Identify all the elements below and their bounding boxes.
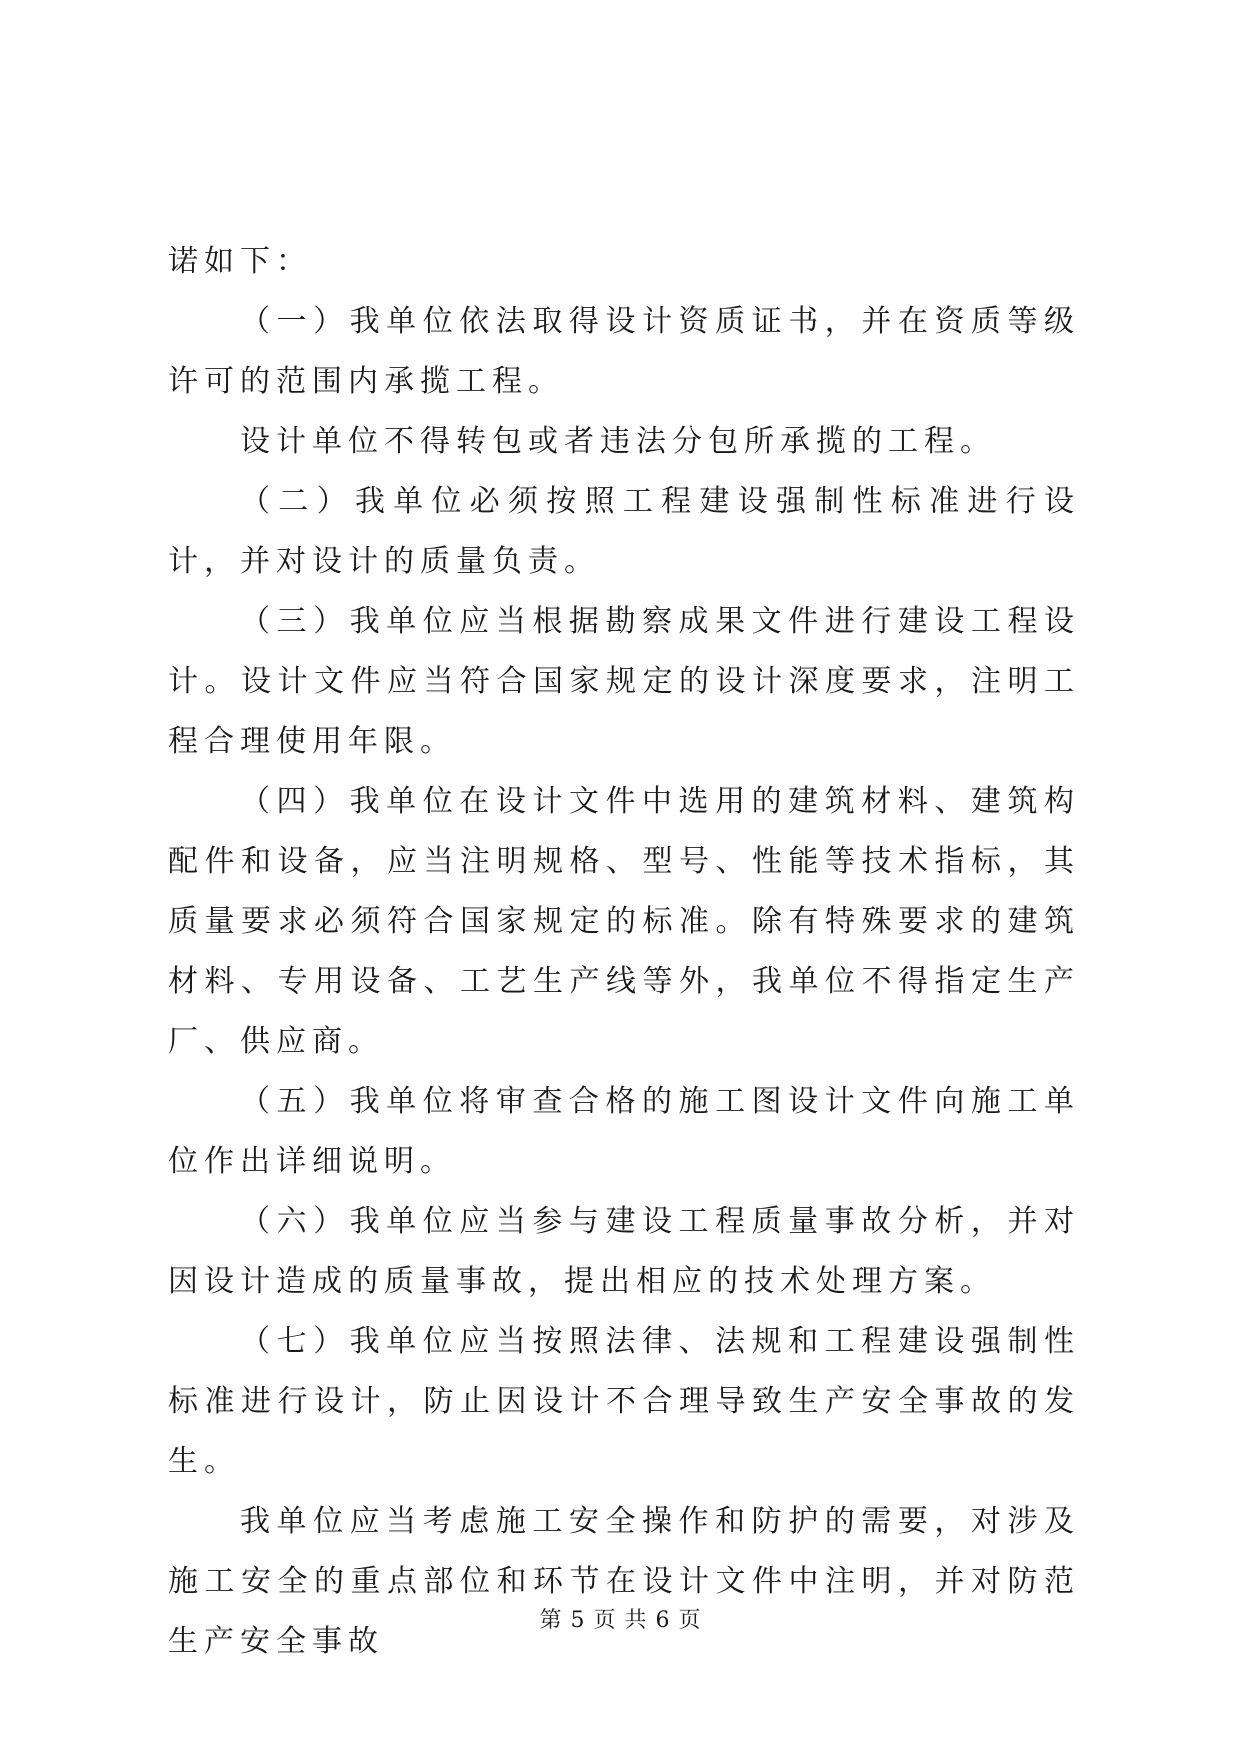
document-body (168, 232, 1080, 1672)
paragraph-note-1: 设计单位不得转包或者违法分包所承揽的工程。 (240, 424, 996, 459)
paragraph-item-6: （六）我单位应当参与建设工程质量事故分析，并对因设计造成的质量事故，提出相应的技术处理方案。 (168, 1204, 1080, 1299)
paragraph-note-7: 我单位应当考虑施工安全操作和防护的需要，对涉及施工安全的重点部位和环节在设计文件中注明，并对防范生产安全事故 (168, 1504, 1080, 1659)
paragraph-item-1: （一）我单位依法取得设计资质证书，并在资质等级许可的范围内承揽工程。 (168, 304, 1080, 399)
paragraph-item-7: （七）我单位应当按照法律、法规和工程建设强制性标准进行设计，防止因设计不合理导致生产安全事故的发生。 (168, 1324, 1080, 1479)
paragraph-item-5: （五）我单位将审查合格的施工图设计文件向施工单位作出详细说明。 (168, 1084, 1080, 1179)
paragraph-item-4: （四）我单位在设计文件中选用的建筑材料、建筑构配件和设备，应当注明规格、型号、性能等技术指标，其质量要求必须符合国家规定的标准。除有特殊要求的建筑材料、专用设备、工艺生产线等外，我单位不得指定生产厂、供应商。 (168, 784, 1080, 1059)
page-number-footer: 第 5 页 共 6 页 (539, 1608, 702, 1633)
paragraph-item-2: （二）我单位必须按照工程建设强制性标准进行设计，并对设计的质量负责。 (168, 484, 1080, 579)
paragraph-item-3: （三）我单位应当根据勘察成果文件进行建设工程设计。设计文件应当符合国家规定的设计深度要求，注明工程合理使用年限。 (168, 604, 1080, 759)
paragraph-continuation: 诺如下： (168, 244, 312, 279)
